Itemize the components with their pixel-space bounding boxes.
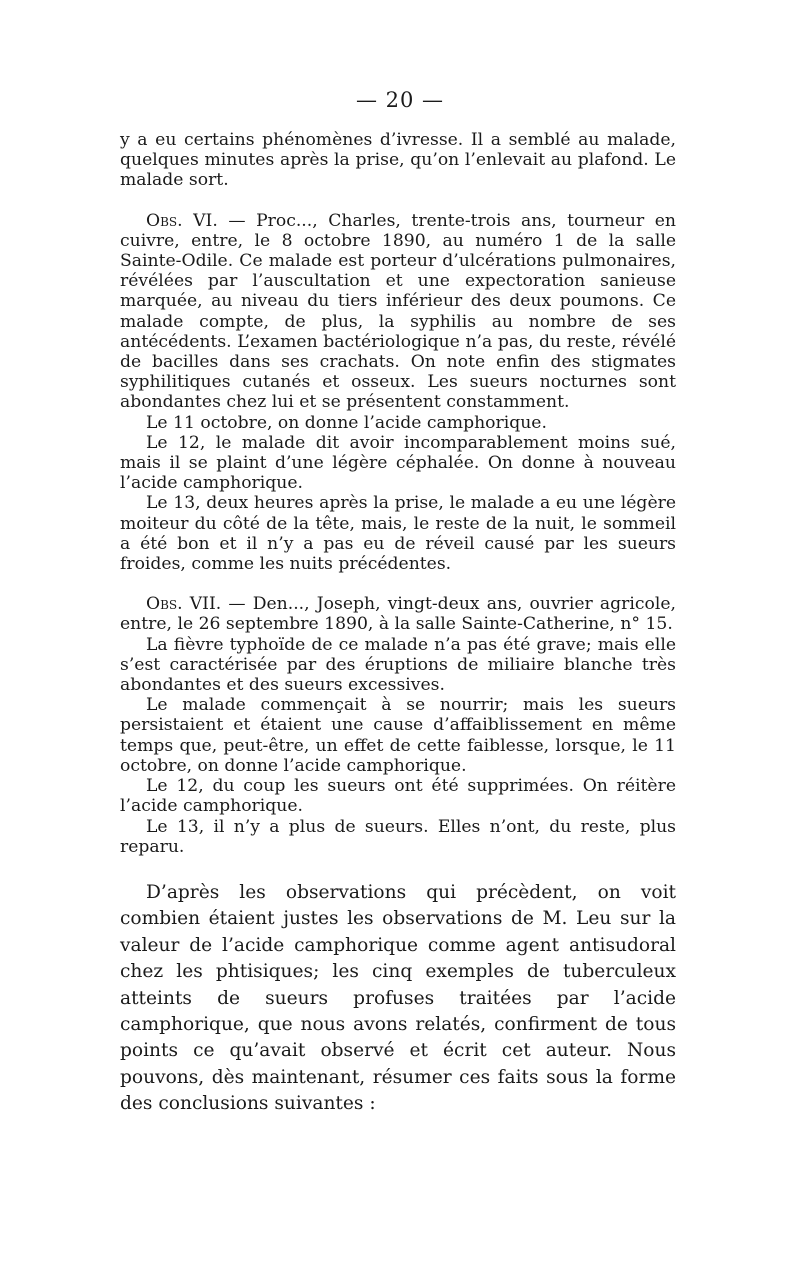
paragraph-obs-vi bbox=[120, 211, 676, 413]
page-number: — 20 — bbox=[355, 88, 445, 112]
paragraph-obs-vii-treatment: Le malade commençait à se nourrir; mais les sueurs persistaient et étaient une cause d’affaiblissement en même temps que, peut-être, un effet de cette faiblesse, lorsque, le 11 octobre, on donne l’acide camphorique. bbox=[120, 695, 676, 776]
paragraph-obs-vii-day12: Le 12, du coup les sueurs ont été supprimées. On réitère l’acide camphorique. bbox=[120, 776, 676, 817]
obs-vii-text: — Den..., Joseph, vingt-deux ans, ouvrier agricole, entre, le 26 septembre 1890, à la salle Sainte-Catherine, n° 15. bbox=[120, 594, 676, 635]
paragraph-obs-vii-fever: La fièvre typhoïde de ce malade n’a pas été grave; mais elle s’est caractérisée par des éruptions de miliaire blanche très abondantes et des sueurs excessives. bbox=[120, 634, 676, 696]
paragraph-obs-vi-day11: Le 11 octobre, on donne l’acide camphorique. bbox=[146, 412, 547, 433]
paragraph-obs-vii-day13: Le 13, il n’y a plus de sueurs. Elles n’ont, du reste, plus reparu. bbox=[120, 816, 676, 857]
paragraph-obs-vii bbox=[120, 594, 676, 634]
obs-vi-text: — Proc..., Charles, trente-trois ans, tourneur en cuivre, entre, le 8 octobre 1890, au numéro 1 de la salle Sainte-Odile. Ce malade est porteur d’ulcérations pulmonaires, révélées par l’auscultation et une expectoration sanieuse marquée, au niveau du tiers inférieur des deux poumons. Ce malade compte, de plus, la syphilis au nombre de ses antécédents. L’examen bactériologique n’a pas, du reste, révélé de bacilles dans ses crachats. On note enfin des stigmates syphilitiques cutanés et osseux. Les sueurs nocturnes sont abondantes chez lui et se présentent constamment. bbox=[120, 210, 676, 413]
paragraph-obs-vi-day12: Le 12, le malade dit avoir incomparablement moins sué, mais il se plaint d’une légère céphalée. On donne à nouveau l’acide camphorique. bbox=[120, 432, 676, 494]
obs-vii-label: Obs. VII. bbox=[146, 594, 222, 615]
observation-text-block bbox=[120, 130, 676, 857]
obs-vi-label: Obs. VI. bbox=[146, 210, 218, 231]
paragraph-obs-vi-day13: Le 13, deux heures après la prise, le malade a eu une légère moiteur du côté de la tête, mais, le reste de la nuit, le sommeil a été bon et il n’y a pas eu de réveil causé par les sueurs froides, comme les nuits précédentes. bbox=[120, 493, 676, 575]
conclusion-block bbox=[120, 880, 676, 1118]
conclusion-paragraph: D’après les observations qui précèdent, on voit combien étaient justes les observations de M. Leu sur la valeur de l’acide camphorique comme agent antisudoral chez les phtisiques; les cinq exemples de tuberculeux atteints de sueurs profuses traitées par l’acide camphorique, que nous avons relatés, confirment de tous points ce qu’avait observé et écrit cet auteur. Nous pouvons, dès maintenant, résumer ces faits sous la forme des conclusions suivantes : bbox=[120, 882, 676, 1115]
paragraph-continuation: y a eu certains phénomènes d’ivresse. Il a semblé au malade, quelques minutes après la prise, qu’on l’enlevait au plafond. Le malade sort. bbox=[120, 130, 676, 191]
